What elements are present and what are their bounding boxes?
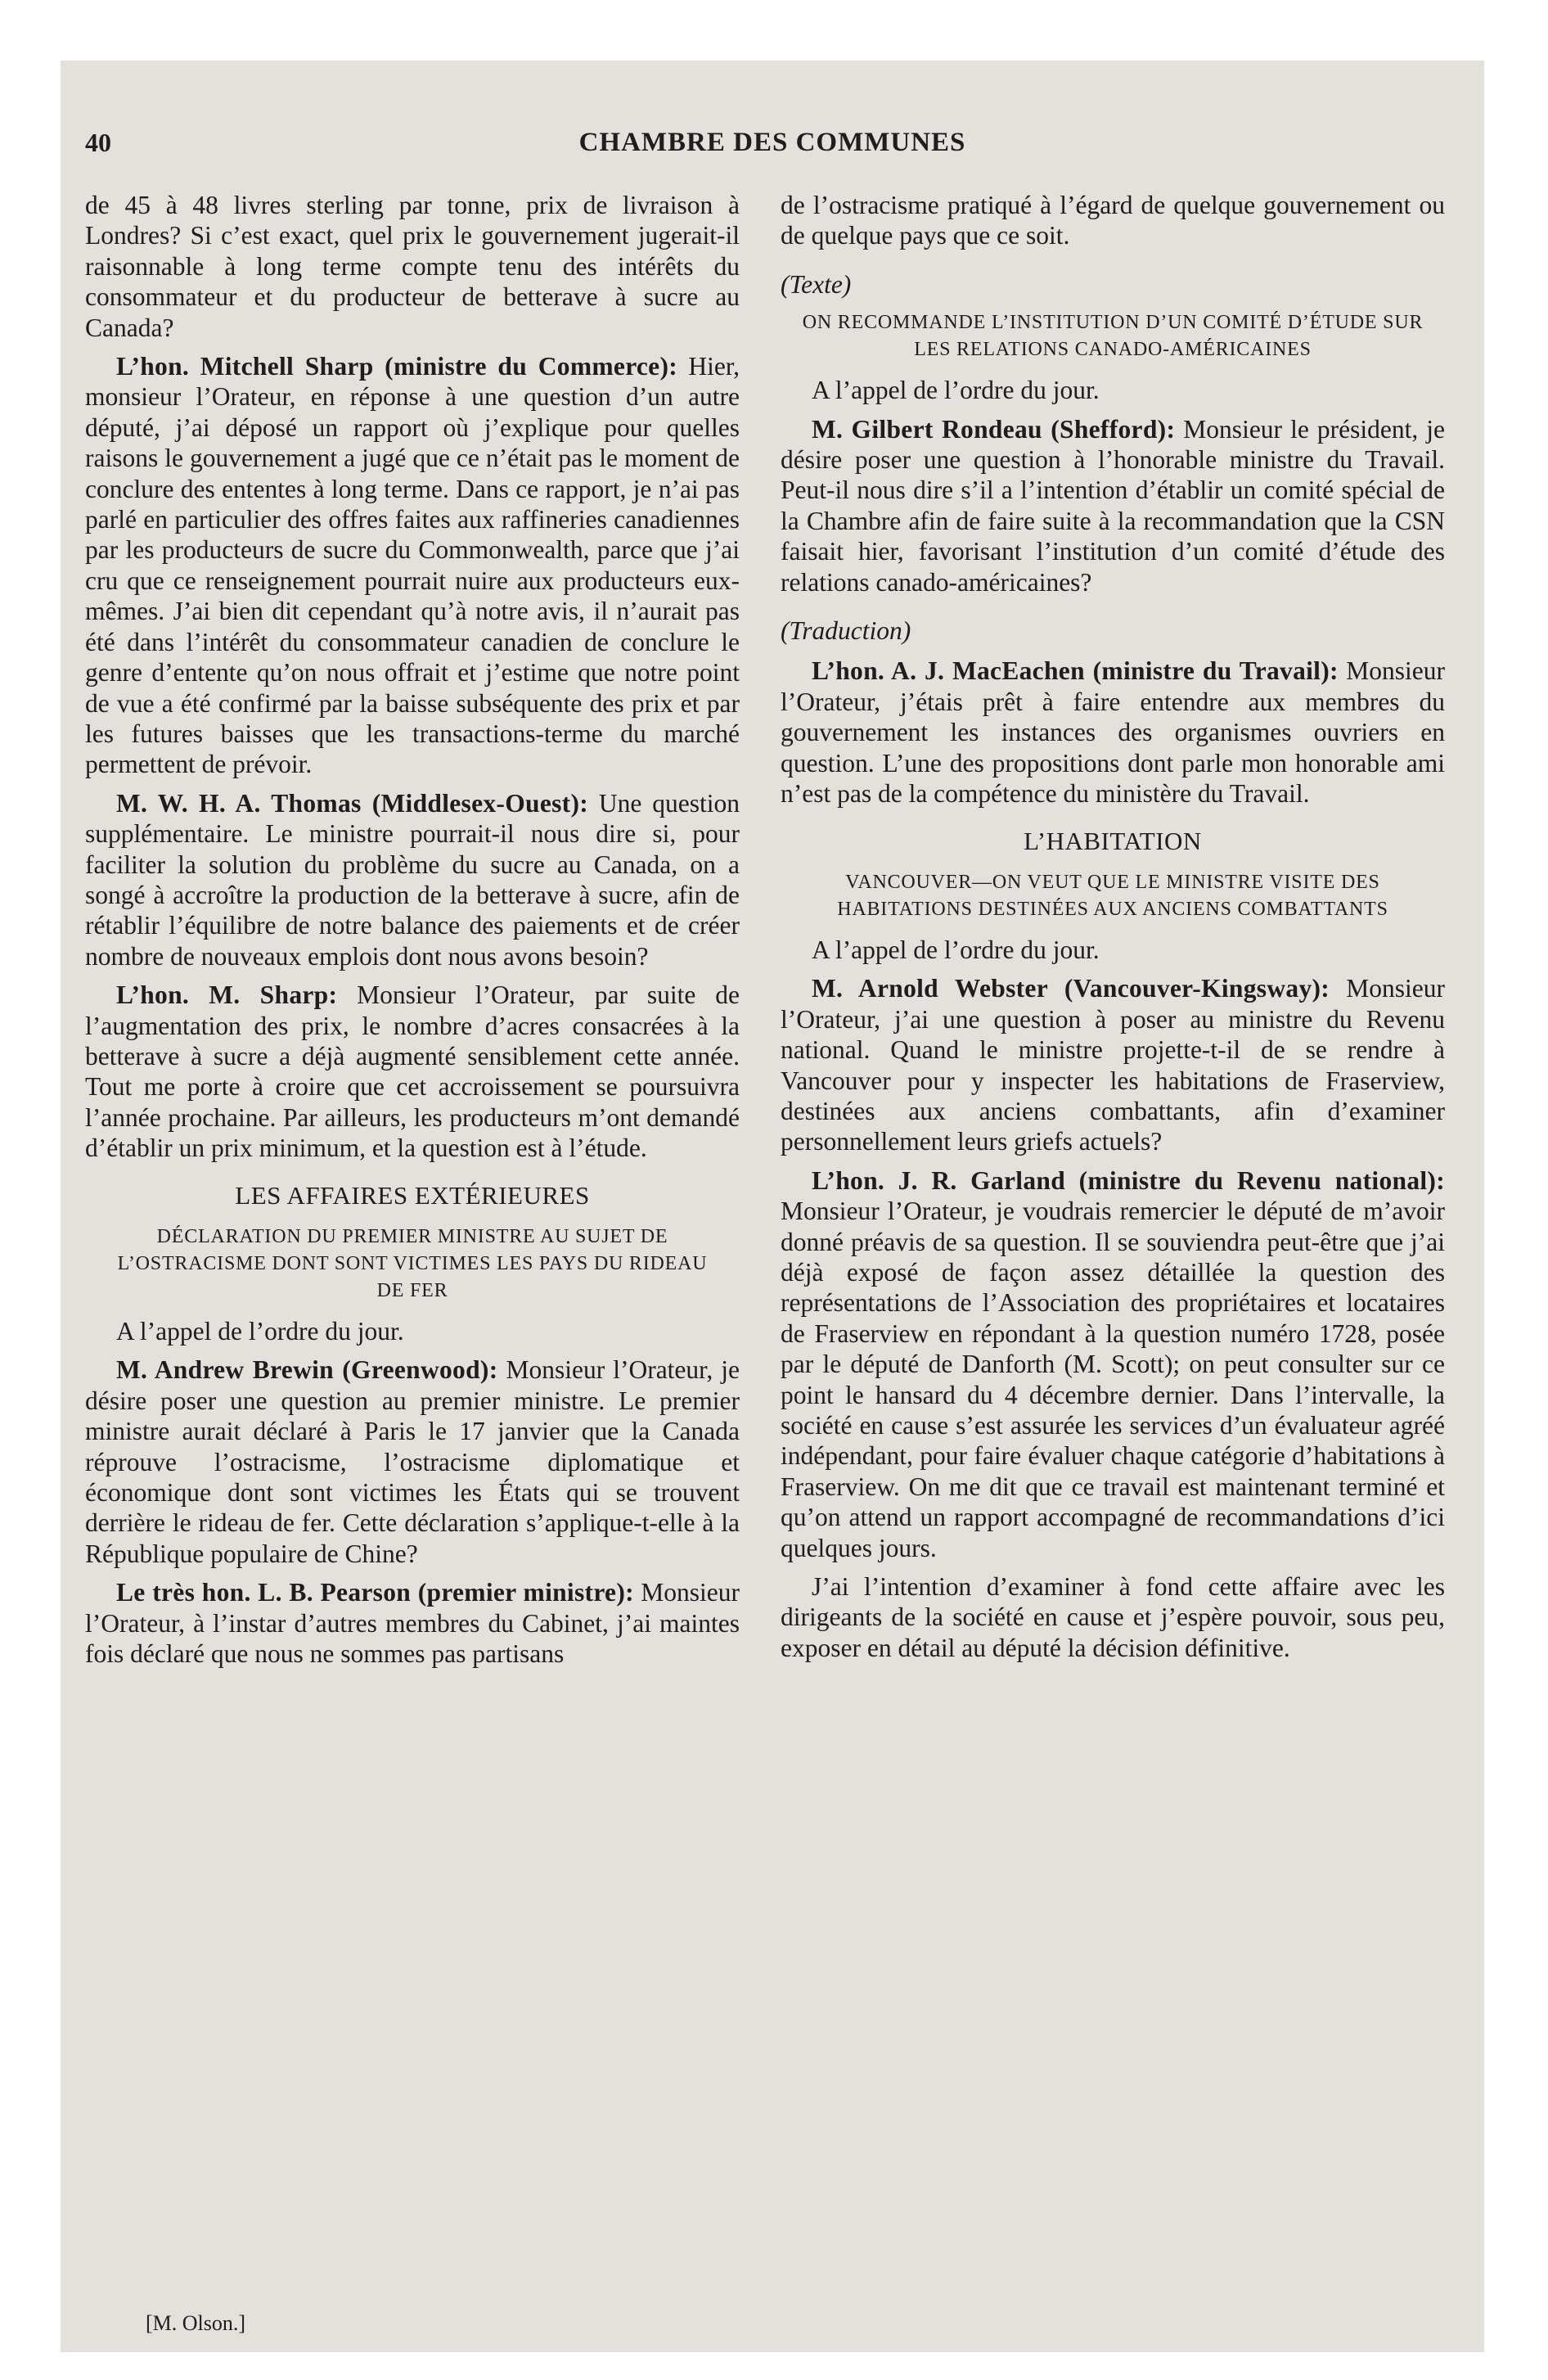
paragraph: de 45 à 48 livres sterling par tonne, prix de livraison à Londres? Si c’est exact, quel prix le gouvernement jugerait-il raisonnable à long terme compte tenu des intérêts du consommateur et du producteur de betterave à sucre au Canada? [85, 191, 740, 342]
speech-text: Monsieur l’Orateur, j’étais prêt à faire entendre aux membres du gouvernement les instances des organismes ouvriers en question. L’une des propositions dont parle mon honorable ami n’est pas de la compétence du ministère du Travail. [781, 656, 1445, 809]
right-column [781, 190, 1445, 1671]
paragraph: A l’appel de l’ordre du jour. [812, 935, 1100, 964]
section-subheading: ON RECOMMANDE L’INSTITUTION D’UN COMITÉ D’ÉTUDE SUR LES RELATIONS CANADO-AMÉRICAINES [802, 312, 1424, 361]
section-heading: LES AFFAIRES EXTÉRIEURES [235, 1180, 590, 1210]
speaker-name: M. Arnold Webster (Vancouver-Kingsway): [812, 974, 1330, 1003]
paragraph: de l’ostracisme pratiqué à l’égard de quelque gouvernement ou de quelque pays que ce soit. [781, 191, 1445, 250]
speech-text: Monsieur l’Orateur, je désire poser une question au premier ministre. Le premier ministre aurait déclaré à Paris le 17 janvier que la Canada réprouve l’ostracisme, l’ostracisme diplomatique et économique dont sont victimes les États qui se trouvent derrière le rideau de fer. Cette déclaration s’applique-t-elle à la République populaire de Chine? [85, 1355, 740, 1568]
paragraph [781, 656, 1445, 809]
page-number: 40 [85, 128, 111, 157]
page-sheet [61, 61, 1484, 2352]
speech-text: Une question supplémentaire. Le ministre pourrait-il nous dire si, pour faciliter la solution du problème du sucre au Canada, on a songé à accroître la production de la betterave à sucre, afin de rétablir l’équilibre de notre balance des paiements et de créer nombre de nouveaux emplois dont nous avons besoin? [85, 788, 740, 971]
speech-text: Monsieur l’Orateur, je voudrais remercier le député de m’avoir donné préavis de sa question. Il se souviendra peut-être que j’ai déjà exposé de façon assez détaillée la question des représentations de l’Association des propriétaires et locataires de Fraserview en répondant à la question numéro 1728, posée par le député de Danforth (M. Scott); on peut consulter sur ce point le hansard du 4 décembre dernier. Dans l’intervalle, la société en cause s’est assurée les services d’un évaluateur agréé indépendant, pour faire évaluer chaque catégorie d’habitations à Fraserview. On me dit que ce travail est maintenant terminé et qu’on attend un rapport accompagné de recommandations d’ici quelques jours. [781, 1197, 1445, 1562]
speech-text: Monsieur l’Orateur, j’ai une question à poser au ministre du Revenu national. Quand le ministre projette-t-il de se rendre à Vancouver pour y inspecter les habitations de Fraserview, destinées aux anciens combattants, afin d’examiner personnellement leurs griefs actuels? [781, 974, 1446, 1156]
paragraph [781, 973, 1445, 1156]
speech-text: Monsieur le président, je désire poser une question à l’honorable ministre du Travail. Peut-il nous dire s’il a l’intention d’établir un comité spécial de la Chambre afin de faire suite à la recommandation que la CSN faisait hier, favorisant l’institution d’un comité d’étude des relations canado-américaines? [781, 414, 1446, 597]
footer-note: [M. Olson.] [146, 2311, 246, 2335]
speaker-name: L’hon. Mitchell Sharp (ministre du Commerce): [116, 352, 678, 381]
paragraph [85, 1355, 740, 1569]
paragraph: J’ai l’intention d’examiner à fond cette affaire avec les dirigeants de la société en cause et j’espère pouvoir, sous peu, exposer en détail au député la décision définitive. [781, 1572, 1445, 1662]
paragraph [781, 414, 1445, 597]
traduction-label: (Traduction) [781, 616, 911, 646]
speaker-name: L’hon. J. R. Garland (ministre du Revenu national): [812, 1165, 1445, 1195]
speaker-name: M. Gilbert Rondeau (Shefford): [812, 414, 1176, 444]
paragraph [85, 351, 740, 780]
paragraph [85, 788, 740, 971]
paragraph: A l’appel de l’ordre du jour. [812, 376, 1100, 405]
paragraph [85, 980, 740, 1163]
section-subheading: DÉCLARATION DU PREMIER MINISTRE AU SUJET DE L’OSTRACISME DONT SONT VICTIMES LES PAYS DU RIDEAU DE FER [117, 1226, 708, 1301]
left-column [85, 190, 740, 1677]
page-header [61, 128, 1484, 177]
speech-text: Monsieur l’Orateur, à l’instar d’autres membres du Cabinet, j’ai maintes fois déclaré que nous ne sommes pas partisans [85, 1578, 740, 1669]
texte-label: (Texte) [781, 269, 852, 299]
speech-text: Monsieur l’Orateur, par suite de l’augmentation des prix, le nombre d’acres consacrées à la betterave à sucre a déjà augmenté sensiblement cette année. Tout me porte à croire que cet accroissement se poursuivra l’année prochaine. Par ailleurs, les producteurs m’ont demandé d’établir un prix minimum, et la question est à l’étude. [85, 980, 740, 1163]
speaker-name: L’hon. A. J. MacEachen (ministre du Travail): [812, 656, 1339, 686]
speech-text: Hier, monsieur l’Orateur, en réponse à une question d’un autre député, j’ai déposé un rapport où j’explique pour quelles raisons le gouvernement a jugé que ce n’était pas le moment de conclure des ententes à long terme. Dans ce rapport, je n’ai pas parlé en particulier des offres faites aux raffineries canadiennes par les producteurs de sucre du Commonwealth, parce que j’ai cru que ce renseignement pourrait nuire aux producteurs eux-mêmes. J’ai bien dit cependant qu’à notre avis, il n’aurait pas été dans l’intérêt du consommateur canadien de conclure le genre d’entente qu’on nous offrait et j’estime que notre point de vue a été confirmé par la baisse subséquente des prix et par les futures baisses que les transactions-terme du marché permettent de prévoir. [85, 352, 740, 779]
paragraph [781, 1165, 1445, 1563]
speaker-name: M. W. H. A. Thomas (Middlesex-Ouest): [116, 788, 589, 818]
section-subheading: VANCOUVER—ON VEUT QUE LE MINISTRE VISITE DES HABITATIONS DESTINÉES AUX ANCIENS COMBATTANTS [837, 871, 1388, 920]
page-title: CHAMBRE DES COMMUNES [578, 128, 966, 157]
speaker-name: L’hon. M. Sharp: [116, 980, 338, 1010]
section-heading: L’HABITATION [1024, 826, 1202, 855]
paragraph [85, 1577, 740, 1669]
speaker-name: Le très hon. L. B. Pearson (premier ministre): [116, 1578, 634, 1607]
paragraph: A l’appel de l’ordre du jour. [116, 1317, 404, 1346]
speaker-name: M. Andrew Brewin (Greenwood): [116, 1355, 498, 1385]
